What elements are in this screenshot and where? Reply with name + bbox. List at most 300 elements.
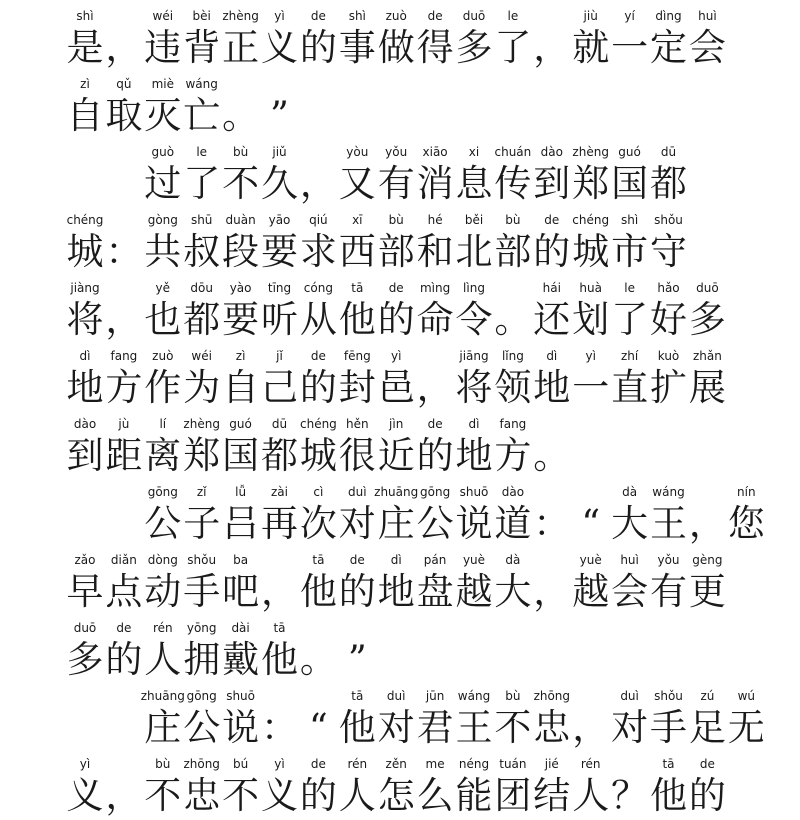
- hanzi: 郑: [183, 434, 221, 477]
- hanzi: “: [581, 502, 601, 545]
- hanzi: 都: [650, 162, 687, 205]
- pinyin: le: [624, 281, 635, 295]
- hanzi: 方: [494, 434, 532, 477]
- pinyin: bù: [505, 213, 521, 227]
- pinyin: yǒu: [385, 145, 408, 159]
- hanzi: 他: [650, 774, 687, 817]
- pinyin: wáng: [457, 689, 491, 703]
- hanzi: 君: [416, 706, 454, 749]
- hanzi: 不: [144, 774, 182, 817]
- pinyin: tā: [351, 689, 364, 703]
- hanzi: ，: [572, 706, 610, 749]
- pinyin: me: [425, 757, 445, 771]
- pinyin: cì: [313, 485, 324, 499]
- pinyin: zú: [700, 689, 715, 703]
- pinyin: dū: [660, 145, 677, 159]
- pinyin: zhǎn: [692, 349, 722, 363]
- hanzi: 戴: [222, 638, 260, 681]
- pinyin: zhōng: [533, 689, 571, 703]
- hanzi: 更: [688, 570, 726, 613]
- hanzi: 对: [611, 706, 649, 749]
- pinyin: de: [310, 757, 326, 771]
- hanzi: 么: [416, 774, 454, 817]
- pinyin: zǎo: [74, 553, 96, 567]
- hanzi: 不: [222, 774, 260, 817]
- pinyin: shuō: [459, 485, 489, 499]
- hanzi: 多: [66, 638, 104, 681]
- text-line: [0, 276, 800, 344]
- hanzi: 越: [455, 570, 493, 613]
- hanzi: 取: [105, 94, 143, 137]
- hanzi: 说: [222, 706, 260, 749]
- pinyin: zài: [271, 485, 288, 499]
- hanzi: 无: [727, 706, 765, 749]
- hanzi: ，: [105, 774, 143, 817]
- hanzi: 忠: [183, 774, 221, 817]
- pinyin: shǒu: [654, 689, 683, 703]
- pinyin: huì: [620, 553, 639, 567]
- hanzi: 作: [144, 366, 182, 409]
- hanzi: 部: [494, 230, 532, 273]
- character-cell: [638, 208, 700, 276]
- hanzi: 距: [105, 434, 143, 477]
- hanzi: 他: [299, 570, 337, 613]
- hanzi: 北: [455, 230, 493, 273]
- pinyin: néng: [458, 757, 490, 771]
- pinyin: dào: [540, 145, 563, 159]
- pinyin: bù: [388, 213, 404, 227]
- hanzi: ：: [261, 706, 298, 749]
- pinyin: hái: [542, 281, 561, 295]
- pinyin: shǒu: [654, 213, 683, 227]
- hanzi: ，: [261, 570, 298, 613]
- hanzi: 足: [688, 706, 726, 749]
- pinyin: tā: [351, 281, 364, 295]
- character-cell: [715, 480, 777, 548]
- hanzi: 一: [572, 366, 610, 409]
- hanzi: 怎: [377, 774, 415, 817]
- hanzi: 定: [650, 26, 687, 69]
- pinyin: hé: [427, 213, 443, 227]
- pinyin: bù: [505, 689, 521, 703]
- hanzi: 地: [455, 434, 493, 477]
- hanzi: 公: [416, 502, 454, 545]
- pinyin: lìng: [463, 281, 485, 295]
- pinyin: bù: [232, 145, 249, 159]
- pinyin: cóng: [303, 281, 333, 295]
- hanzi: 对: [377, 706, 415, 749]
- hanzi: 会: [688, 26, 726, 69]
- pinyin: fang: [110, 349, 138, 363]
- pinyin: bú: [232, 757, 249, 771]
- pinyin: gòng: [147, 213, 178, 227]
- hanzi: ，: [416, 366, 454, 409]
- hanzi: 邑: [377, 366, 415, 409]
- character-cell: [715, 684, 777, 752]
- hanzi: 叔: [183, 230, 221, 273]
- pinyin: guò: [151, 145, 175, 159]
- hanzi: 西: [338, 230, 376, 273]
- hanzi: 也: [144, 298, 182, 341]
- hanzi: 了: [183, 162, 221, 205]
- hanzi: 部: [377, 230, 415, 273]
- pinyin: de: [116, 621, 132, 635]
- pinyin: yì: [274, 9, 285, 23]
- hanzi: 求: [299, 230, 337, 273]
- hanzi: 他: [338, 706, 376, 749]
- pinyin: zhèng: [572, 145, 609, 159]
- pinyin: shū: [190, 213, 213, 227]
- pinyin: běi: [464, 213, 484, 227]
- hanzi: 不: [222, 162, 260, 205]
- hanzi: 多: [455, 26, 493, 69]
- hanzi: 令: [455, 298, 493, 341]
- pinyin: lí: [159, 417, 167, 431]
- pinyin: xi: [468, 145, 480, 159]
- pinyin: tā: [662, 757, 675, 771]
- hanzi: 一: [611, 26, 649, 69]
- hanzi: 有: [650, 570, 687, 613]
- pinyin: rén: [152, 621, 173, 635]
- pinyin: de: [349, 553, 365, 567]
- hanzi: 要: [261, 230, 298, 273]
- hanzi: 的: [299, 26, 337, 69]
- pinyin: jiāng: [459, 349, 489, 363]
- hanzi: ”: [347, 638, 367, 681]
- hanzi: 做: [377, 26, 415, 69]
- hanzi: ，: [533, 570, 571, 613]
- hanzi: 拥: [183, 638, 221, 681]
- hanzi: 大: [494, 570, 532, 613]
- pinyin: le: [507, 9, 519, 23]
- pinyin: dì: [390, 553, 402, 567]
- hanzi: 和: [416, 230, 454, 273]
- hanzi: 团: [494, 774, 532, 817]
- hanzi: 。: [533, 434, 571, 477]
- hanzi: 的: [688, 774, 726, 817]
- hanzi: 说: [455, 502, 493, 545]
- hanzi: 次: [299, 502, 337, 545]
- hanzi: 守: [650, 230, 687, 273]
- pinyin: yì: [79, 757, 91, 771]
- hanzi: “: [308, 706, 328, 749]
- pinyin: jìn: [389, 417, 404, 431]
- pinyin: zhèng: [183, 417, 220, 431]
- pinyin: fang: [499, 417, 527, 431]
- hanzi: 就: [572, 26, 610, 69]
- hanzi: 久: [261, 162, 298, 205]
- text-line: [0, 752, 800, 820]
- pinyin: tā: [312, 553, 325, 567]
- hanzi: 事: [338, 26, 376, 69]
- character-cell: [249, 72, 311, 140]
- hanzi: 将: [66, 298, 104, 341]
- pinyin: hěn: [346, 417, 369, 431]
- pinyin: yuè: [462, 553, 486, 567]
- hanzi: 庄: [377, 502, 415, 545]
- pinyin: yì: [390, 349, 402, 363]
- pinyin: chéng: [572, 213, 610, 227]
- pinyin: de: [427, 417, 443, 431]
- pinyin: duō: [462, 9, 486, 23]
- pinyin: bèi: [192, 9, 211, 23]
- pinyin: rén: [347, 757, 368, 771]
- pinyin: lǚ: [235, 485, 247, 499]
- text-line: [0, 548, 800, 616]
- character-cell: [521, 412, 583, 480]
- hanzi: 义: [66, 774, 104, 817]
- pinyin: zì: [235, 349, 246, 363]
- hanzi: 多: [688, 298, 726, 341]
- pinyin: zhèng: [222, 9, 259, 23]
- hanzi: 对: [338, 502, 376, 545]
- pinyin: miè: [151, 77, 174, 91]
- hanzi: 吧: [222, 570, 260, 613]
- hanzi: 的: [416, 434, 454, 477]
- hanzi: 郑: [572, 162, 610, 205]
- hanzi: 会: [611, 570, 649, 613]
- character-cell: [638, 140, 700, 208]
- character-cell: [676, 344, 738, 412]
- text-line: [0, 480, 800, 548]
- hanzi: 自: [66, 94, 104, 137]
- hanzi: 封: [338, 366, 376, 409]
- pinyin: yì: [274, 757, 285, 771]
- hanzi: 吕: [222, 502, 260, 545]
- hanzi: 市: [611, 230, 649, 273]
- pinyin: shì: [348, 9, 366, 23]
- pinyin: zhōng: [183, 757, 220, 771]
- hanzi: 领: [494, 366, 532, 409]
- hanzi: 点: [105, 570, 143, 613]
- hanzi: 展: [688, 366, 726, 409]
- hanzi: 城: [66, 230, 104, 273]
- hanzi: 人: [144, 638, 182, 681]
- pinyin: yǒu: [657, 553, 680, 567]
- hanzi: 忠: [533, 706, 571, 749]
- hanzi: 庄: [144, 706, 182, 749]
- pinyin: zhuāng: [140, 689, 185, 703]
- pinyin: zì: [80, 77, 90, 91]
- hanzi: 。: [494, 298, 532, 341]
- pinyin: zǐ: [196, 485, 207, 499]
- pinyin: bù: [155, 757, 171, 771]
- hanzi: 听: [261, 298, 298, 341]
- pinyin: zhuāng: [374, 485, 419, 499]
- hanzi: 您: [727, 502, 765, 545]
- pinyin: zhí: [620, 349, 639, 363]
- pinyin: jiù: [583, 9, 598, 23]
- hanzi: 背: [183, 26, 221, 69]
- hanzi: 扩: [650, 366, 687, 409]
- hanzi: 手: [650, 706, 687, 749]
- pinyin: dào: [73, 417, 97, 431]
- hanzi: 他: [261, 638, 298, 681]
- pinyin: wáng: [185, 77, 218, 91]
- pinyin: dū: [271, 417, 288, 431]
- pinyin: duàn: [225, 213, 256, 227]
- hanzi: 还: [533, 298, 571, 341]
- pinyin: jiàng: [70, 281, 100, 295]
- pinyin: gōng: [147, 485, 178, 499]
- hanzi: 地: [533, 366, 571, 409]
- pinyin: chéng: [299, 417, 337, 431]
- pinyin: jù: [118, 417, 130, 431]
- pinyin: jūn: [425, 689, 445, 703]
- pinyin: qiú: [309, 213, 328, 227]
- pinyin: dòng: [147, 553, 178, 567]
- pinyin: dìng: [655, 9, 682, 23]
- pinyin: de: [544, 213, 560, 227]
- pinyin: shì: [76, 9, 94, 23]
- character-cell: [326, 616, 388, 684]
- hanzi: 消: [416, 162, 454, 205]
- hanzi: 共: [144, 230, 182, 273]
- pinyin: duō: [73, 621, 97, 635]
- hanzi: 子: [183, 502, 221, 545]
- pinyin: fēng: [343, 349, 371, 363]
- hanzi: 人: [338, 774, 376, 817]
- pinyin: yì: [585, 349, 596, 363]
- hanzi: 有: [377, 162, 415, 205]
- pinyin: wáng: [652, 485, 685, 499]
- character-cell: [676, 4, 738, 72]
- hanzi: 传: [494, 162, 532, 205]
- pinyin: dì: [79, 349, 91, 363]
- pinyin: yāo: [268, 213, 291, 227]
- hanzi: 的: [338, 570, 376, 613]
- pinyin: guó: [618, 145, 641, 159]
- pinyin: gōng: [186, 689, 217, 703]
- pinyin: dà: [622, 485, 638, 499]
- pinyin: de: [310, 349, 326, 363]
- hanzi: 到: [533, 162, 571, 205]
- hanzi: ”: [270, 94, 289, 137]
- hanzi: 的: [533, 230, 571, 273]
- hanzi: 得: [416, 26, 454, 69]
- pinyin: wú: [737, 689, 755, 703]
- pinyin: yuè: [579, 553, 602, 567]
- hanzi: 段: [222, 230, 260, 273]
- hanzi: 灭: [144, 94, 182, 137]
- text-line: [0, 72, 800, 140]
- hanzi: 再: [261, 502, 298, 545]
- pinyin: dì: [468, 417, 480, 431]
- pinyin: shuō: [226, 689, 255, 703]
- hanzi: 不: [494, 706, 532, 749]
- hanzi: 己: [261, 366, 298, 409]
- pinyin: chéng: [66, 213, 104, 227]
- pinyin: jǐ: [276, 349, 283, 363]
- hanzi: 道: [494, 502, 532, 545]
- hanzi: 。: [222, 94, 260, 137]
- hanzi: 国: [222, 434, 260, 477]
- pinyin: yōng: [186, 621, 217, 635]
- pinyin: de: [310, 9, 326, 23]
- character-cell: [676, 276, 738, 344]
- pinyin: nín: [737, 485, 756, 499]
- pinyin: yě: [155, 281, 171, 295]
- text-line: [0, 616, 800, 684]
- pinyin: jié: [544, 757, 559, 771]
- pinyin: duì: [620, 689, 639, 703]
- hanzi: 王: [455, 706, 493, 749]
- hanzi: 。: [299, 638, 337, 681]
- hanzi: 他: [338, 298, 376, 341]
- hanzi: 大: [611, 502, 649, 545]
- pinyin: duì: [348, 485, 367, 499]
- hanzi: 了: [494, 26, 532, 69]
- pinyin: zuò: [152, 349, 174, 363]
- hanzi: 违: [144, 26, 182, 69]
- hanzi: 是: [66, 26, 104, 69]
- text-line: [0, 412, 800, 480]
- pinyin: zěn: [385, 757, 407, 771]
- pinyin: yí: [624, 9, 635, 23]
- hanzi: 王: [650, 502, 687, 545]
- hanzi: 划: [572, 298, 610, 341]
- hanzi: 国: [611, 162, 649, 205]
- hanzi: ，: [688, 502, 726, 545]
- pinyin: dōu: [190, 281, 213, 295]
- hanzi: 为: [183, 366, 221, 409]
- pinyin: dào: [501, 485, 525, 499]
- hanzi: ，: [105, 298, 143, 341]
- hanzi: 公: [144, 502, 182, 545]
- text-line: [0, 684, 800, 752]
- pinyin: gōng: [420, 485, 451, 499]
- pinyin: huà: [579, 281, 602, 295]
- pinyin: de: [427, 9, 443, 23]
- pinyin: huì: [698, 9, 717, 23]
- hanzi: 早: [66, 570, 104, 613]
- pinyin: wéi: [152, 9, 174, 23]
- pinyin: rén: [580, 757, 601, 771]
- hanzi: 近: [377, 434, 415, 477]
- pinyin: jiǔ: [272, 145, 287, 159]
- hanzi: 直: [611, 366, 649, 409]
- hanzi: 都: [183, 298, 221, 341]
- hanzi: ？: [611, 774, 649, 817]
- pinyin: dà: [505, 553, 521, 567]
- hanzi: 盘: [416, 570, 454, 613]
- hanzi: 义: [261, 26, 298, 69]
- hanzi: ，: [105, 26, 143, 69]
- hanzi: ，: [533, 26, 571, 69]
- pinyin: xiāo: [422, 145, 448, 159]
- hanzi: 都: [261, 434, 298, 477]
- hanzi: 亡: [183, 94, 221, 137]
- hanzi: 义: [261, 774, 298, 817]
- hanzi: 的: [105, 638, 143, 681]
- hanzi: 地: [377, 570, 415, 613]
- pinyin: tīng: [267, 281, 292, 295]
- character-cell: [676, 752, 738, 820]
- pinyin: le: [196, 145, 208, 159]
- text-line: [0, 140, 800, 208]
- pinyin: duì: [386, 689, 406, 703]
- pinyin: ba: [233, 553, 249, 567]
- hanzi: 结: [533, 774, 571, 817]
- hanzi: 过: [144, 162, 182, 205]
- pinyin: diǎn: [110, 553, 137, 567]
- text-line: [0, 4, 800, 72]
- hanzi: 了: [611, 298, 649, 341]
- pinyin: tā: [273, 621, 286, 635]
- hanzi: 从: [299, 298, 337, 341]
- hanzi: 很: [338, 434, 376, 477]
- hanzi: 手: [183, 570, 221, 613]
